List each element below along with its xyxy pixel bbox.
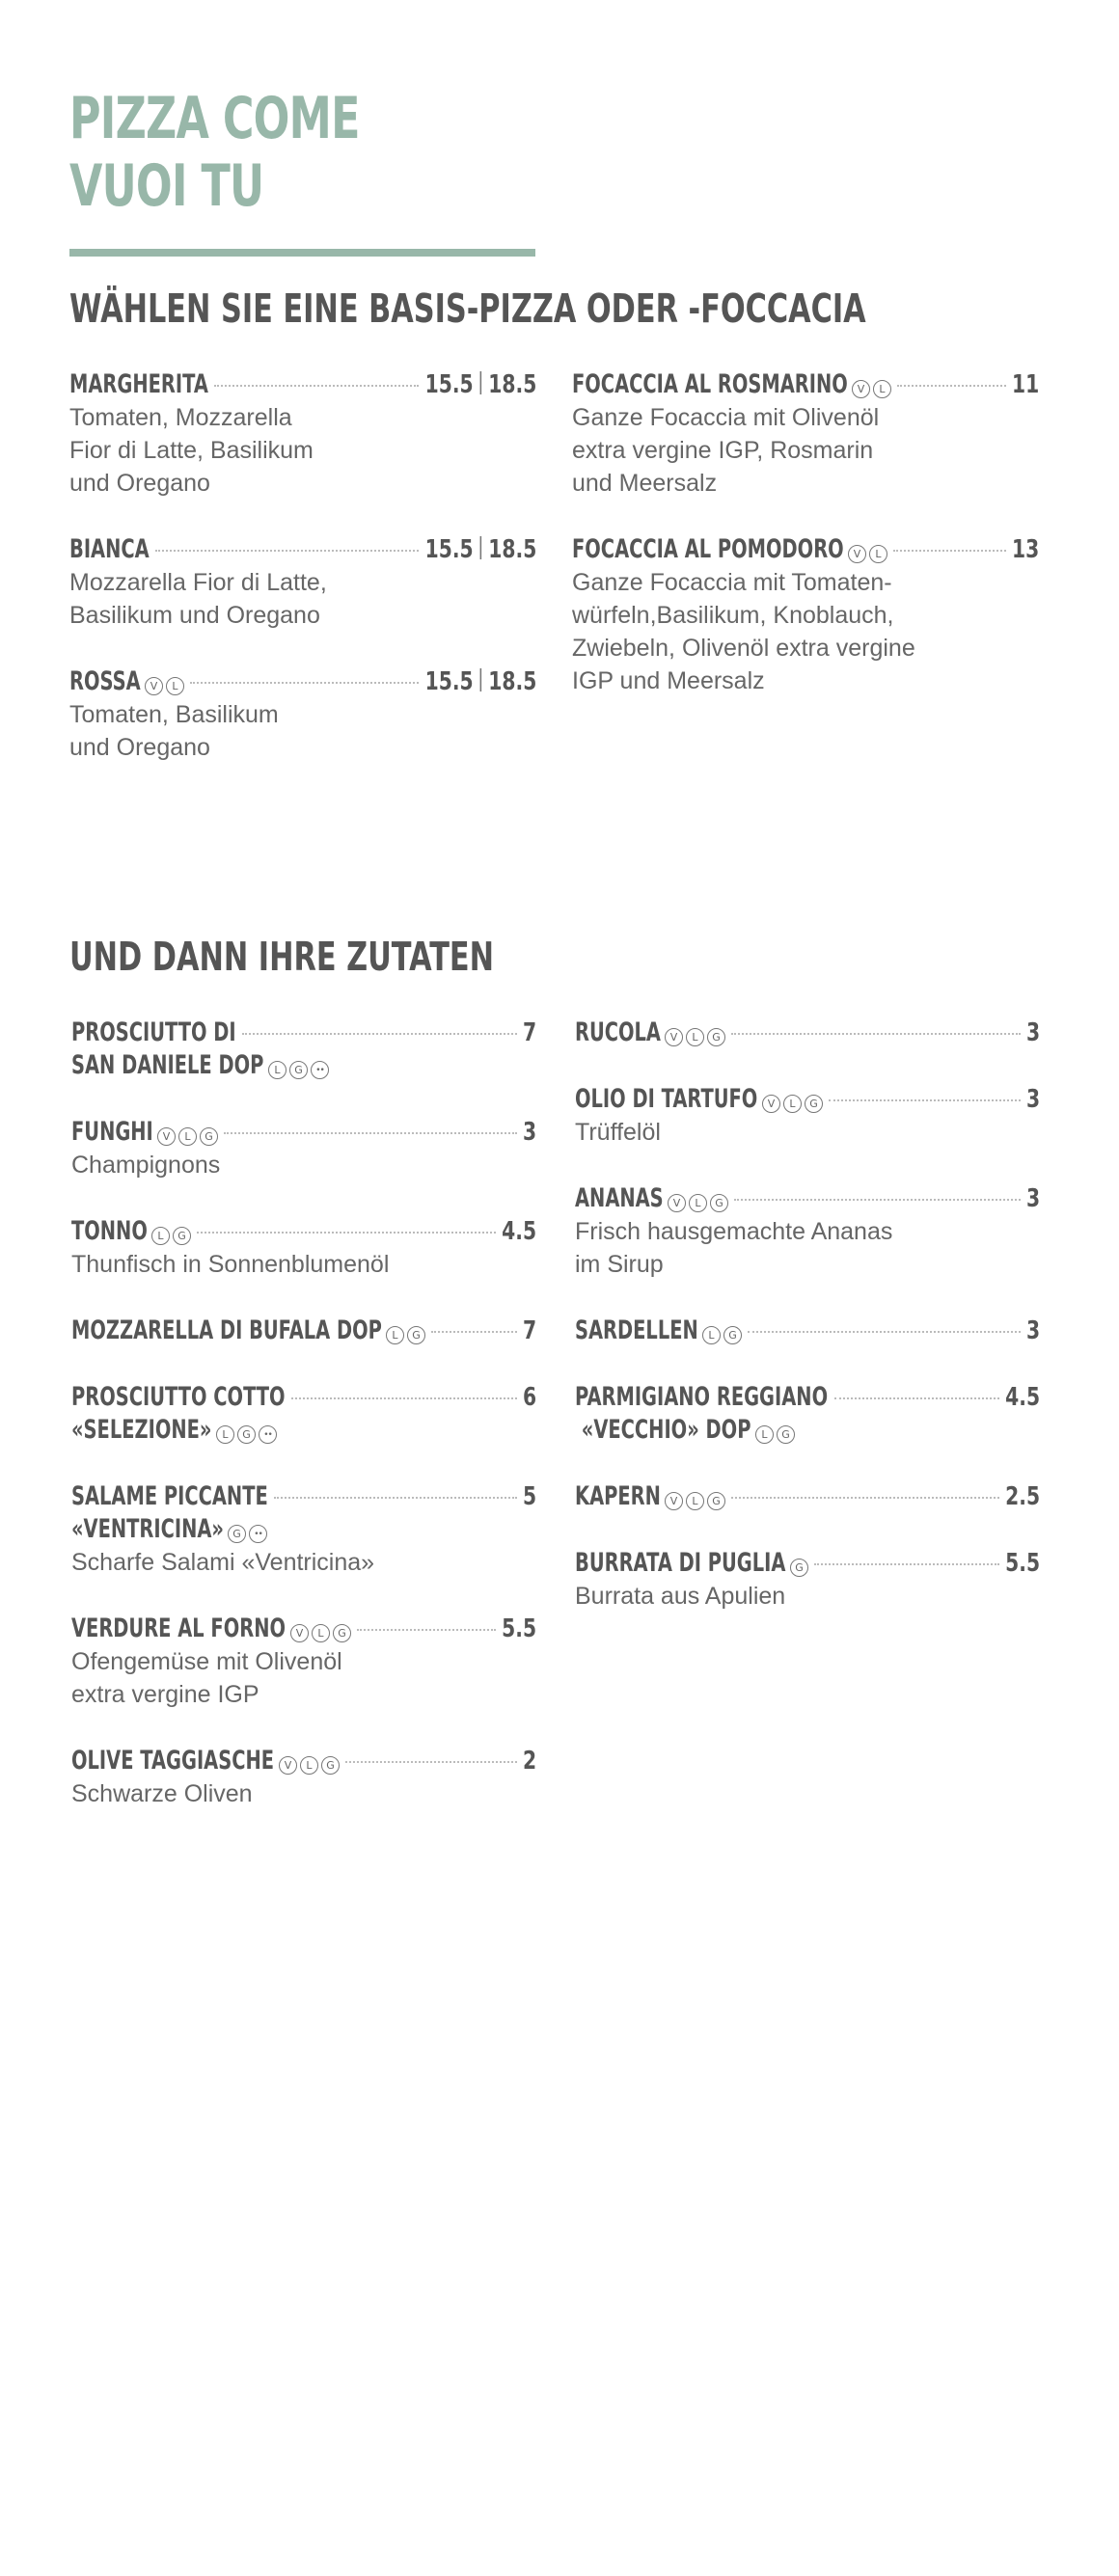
item-description: Ofengemüse mit Olivenöl extra vergine IGP — [71, 1648, 342, 1708]
menu-item — [69, 368, 536, 500]
item-name: ANANAS — [575, 1183, 664, 1213]
dot-leader — [748, 1331, 1021, 1333]
item-name-line-2: «VECCHIO» DOP — [575, 1415, 751, 1445]
lactose-free-icon: L — [869, 545, 887, 563]
menu-item — [69, 533, 536, 632]
diet-icons — [702, 1326, 742, 1344]
dot-leader — [224, 1132, 517, 1134]
item-price: 13 — [1011, 535, 1039, 564]
item-name: BURRATA DI PUGLIA — [575, 1548, 786, 1578]
item-price: 3 — [1025, 1316, 1040, 1345]
menu-item — [572, 533, 1039, 697]
vegan-icon: V — [157, 1127, 176, 1146]
item-name: PROSCIUTTO DI — [71, 1017, 236, 1047]
item-price: 7 — [522, 1316, 536, 1345]
menu-item — [575, 1017, 1040, 1049]
item-price: 6 — [522, 1383, 536, 1412]
lactose-free-icon: L — [783, 1095, 802, 1113]
dot-leader — [431, 1331, 517, 1333]
item-name: MARGHERITA — [69, 369, 208, 399]
menu-item — [575, 1182, 1040, 1281]
item-price: 5 — [522, 1482, 536, 1511]
dot-leader — [829, 1099, 1021, 1101]
vegan-icon: V — [762, 1095, 780, 1113]
dot-leader — [345, 1761, 517, 1763]
gluten-free-icon: G — [237, 1425, 256, 1444]
base-section-heading: WÄHLEN SIE EINE BASIS-PIZZA ODER -FOCCACIA — [69, 285, 866, 332]
menu-item — [69, 665, 536, 764]
gluten-free-icon: G — [321, 1756, 340, 1775]
diet-icons — [290, 1624, 351, 1642]
menu-item — [575, 1547, 1040, 1613]
item-name-line-2: SAN DANIELE DOP — [71, 1050, 264, 1080]
price-small: 15.5 — [424, 535, 474, 564]
price-large: 18.5 — [487, 667, 536, 696]
base-left-column — [69, 368, 536, 798]
vegan-icon: V — [665, 1028, 683, 1046]
vegan-icon: V — [290, 1624, 309, 1642]
item-price: 7 — [522, 1018, 536, 1047]
item-name: SARDELLEN — [575, 1315, 698, 1345]
dot-leader — [731, 1033, 1021, 1035]
dot-leader — [291, 1397, 517, 1399]
dot-leader — [357, 1629, 496, 1631]
item-name: MOZZARELLA DI BUFALA DOP — [71, 1315, 382, 1345]
lactose-free-icon: L — [312, 1624, 330, 1642]
price-separator — [479, 536, 481, 559]
lactose-free-icon: L — [151, 1227, 170, 1245]
lactose-free-icon: L — [686, 1492, 704, 1510]
diet-icons — [386, 1326, 425, 1344]
diet-icons — [157, 1127, 218, 1146]
dot-leader — [731, 1497, 999, 1499]
item-name-line-2: «SELEZIONE» — [71, 1415, 212, 1445]
vegan-icon: V — [852, 380, 870, 398]
gluten-free-icon: G — [710, 1194, 728, 1212]
dot-leader — [814, 1563, 999, 1565]
vegan-icon: V — [279, 1756, 297, 1775]
item-description: Thunfisch in Sonnenblumenöl — [71, 1251, 390, 1278]
lactose-free-icon: L — [689, 1194, 707, 1212]
item-price — [424, 368, 536, 401]
item-description: Ganze Focaccia mit Tomaten- würfeln,Basilikum, Knoblauch, Zwiebeln, Olivenöl extra vergine IGP und Meersalz — [572, 569, 915, 694]
title-line-2: VUOI TU — [69, 152, 264, 220]
dot-leader — [897, 385, 1006, 387]
diet-icons — [145, 677, 184, 695]
item-description: Tomaten, Mozzarella Fior di Latte, Basilikum und Oregano — [69, 404, 314, 497]
item-price — [424, 665, 536, 698]
vegan-icon: V — [665, 1492, 683, 1510]
diet-icons — [665, 1492, 725, 1510]
gluten-free-icon: G — [723, 1326, 742, 1344]
gluten-free-icon: G — [200, 1127, 218, 1146]
item-description: Scharfe Salami «Ventricina» — [71, 1549, 375, 1576]
item-description: Burrata aus Apulien — [575, 1583, 786, 1610]
pork-icon: •• — [259, 1425, 277, 1444]
item-price: 2 — [522, 1747, 536, 1776]
item-name: FOCACCIA AL POMODORO — [572, 534, 844, 564]
dot-leader — [734, 1199, 1021, 1201]
item-price: 5.5 — [502, 1614, 536, 1643]
toppings-section-heading: UND DANN IHRE ZUTATEN — [69, 934, 495, 980]
gluten-free-icon: G — [790, 1559, 808, 1577]
item-name: PARMIGIANO REGGIANO — [575, 1382, 829, 1412]
diet-icons — [279, 1756, 340, 1775]
diet-icons — [151, 1227, 191, 1245]
menu-item — [71, 1017, 536, 1082]
diet-icons — [755, 1425, 795, 1444]
pork-icon: •• — [311, 1061, 329, 1079]
menu-item — [575, 1480, 1040, 1513]
gluten-free-icon: G — [289, 1061, 308, 1079]
menu-item — [71, 1613, 536, 1711]
lactose-free-icon: L — [755, 1425, 774, 1444]
item-description: Schwarze Oliven — [71, 1780, 253, 1807]
item-description: Mozzarella Fior di Latte, Basilikum und Oregano — [69, 569, 327, 629]
item-name: VERDURE AL FORNO — [71, 1613, 287, 1643]
diet-icons — [762, 1095, 823, 1113]
menu-item — [575, 1315, 1040, 1347]
page-title — [69, 85, 360, 220]
item-price: 3 — [1025, 1085, 1040, 1114]
dot-leader — [197, 1232, 496, 1234]
item-name: RUCOLA — [575, 1017, 661, 1047]
base-right-column — [572, 368, 1039, 731]
dot-leader — [214, 385, 419, 387]
dot-leader — [274, 1497, 517, 1499]
vegan-icon: V — [145, 677, 163, 695]
menu-item — [575, 1381, 1040, 1447]
dot-leader — [893, 550, 1006, 552]
price-large: 18.5 — [487, 370, 536, 399]
item-price: 3 — [522, 1118, 536, 1147]
menu-item — [71, 1315, 536, 1347]
item-name: TONNO — [71, 1216, 148, 1246]
price-separator — [479, 371, 481, 394]
menu-item — [71, 1745, 536, 1810]
lactose-free-icon: L — [873, 380, 891, 398]
gluten-free-icon: G — [333, 1624, 351, 1642]
dot-leader — [190, 682, 419, 684]
dot-leader — [242, 1033, 517, 1035]
gluten-free-icon: G — [228, 1525, 246, 1543]
menu-item — [71, 1480, 536, 1579]
menu-item — [71, 1215, 536, 1281]
diet-icons — [790, 1559, 808, 1577]
lactose-free-icon: L — [300, 1756, 318, 1775]
item-price: 11 — [1011, 370, 1039, 399]
pork-icon: •• — [249, 1525, 267, 1543]
item-price: 5.5 — [1005, 1549, 1040, 1578]
diet-icons — [852, 380, 891, 398]
item-name: OLIO DI TARTUFO — [575, 1084, 758, 1114]
diet-icons — [668, 1194, 728, 1212]
toppings-left-column — [71, 1017, 536, 1844]
item-price — [424, 533, 536, 566]
item-price: 3 — [1025, 1184, 1040, 1213]
diet-icons — [228, 1525, 267, 1543]
item-name: KAPERN — [575, 1481, 661, 1511]
price-large: 18.5 — [487, 535, 536, 564]
item-name: OLIVE TAGGIASCHE — [71, 1746, 275, 1776]
price-small: 15.5 — [424, 370, 474, 399]
item-name: PROSCIUTTO COTTO — [71, 1382, 286, 1412]
item-name-line-2: «VENTRICINA» — [71, 1514, 224, 1544]
lactose-free-icon: L — [216, 1425, 234, 1444]
toppings-right-column — [575, 1017, 1040, 1646]
menu-item — [71, 1116, 536, 1181]
diet-icons — [268, 1061, 329, 1079]
menu-item — [572, 368, 1039, 500]
item-price: 3 — [1025, 1018, 1040, 1047]
diet-icons — [665, 1028, 725, 1046]
lactose-free-icon: L — [178, 1127, 197, 1146]
gluten-free-icon: G — [407, 1326, 425, 1344]
item-description: Frisch hausgemachte Ananas im Sirup — [575, 1218, 893, 1278]
gluten-free-icon: G — [173, 1227, 191, 1245]
item-name: FUNGHI — [71, 1117, 153, 1147]
title-line-1: PIZZA COME — [69, 85, 360, 152]
vegan-icon: V — [668, 1194, 686, 1212]
item-description: Tomaten, Basilikum und Oregano — [69, 701, 279, 761]
diet-icons — [216, 1425, 277, 1444]
lactose-free-icon: L — [268, 1061, 287, 1079]
diet-icons — [848, 545, 887, 563]
item-name: BIANCA — [69, 534, 150, 564]
price-separator — [479, 668, 481, 691]
item-description: Champignons — [71, 1152, 221, 1179]
item-price: 2.5 — [1005, 1482, 1040, 1511]
item-description: Trüffelöl — [575, 1119, 661, 1146]
lactose-free-icon: L — [702, 1326, 721, 1344]
dot-leader — [834, 1397, 999, 1399]
vegan-icon: V — [848, 545, 866, 563]
item-price: 4.5 — [502, 1217, 536, 1246]
menu-item — [575, 1083, 1040, 1149]
menu-item — [71, 1381, 536, 1447]
gluten-free-icon: G — [805, 1095, 823, 1113]
item-name: SALAME PICCANTE — [71, 1481, 268, 1511]
item-name: ROSSA — [69, 666, 141, 696]
gluten-free-icon: G — [707, 1028, 725, 1046]
dot-leader — [155, 550, 419, 552]
price-small: 15.5 — [424, 667, 474, 696]
title-divider — [69, 249, 535, 257]
item-name: FOCACCIA AL ROSMARINO — [572, 369, 848, 399]
lactose-free-icon: L — [386, 1326, 404, 1344]
lactose-free-icon: L — [166, 677, 184, 695]
lactose-free-icon: L — [686, 1028, 704, 1046]
item-price: 4.5 — [1005, 1383, 1040, 1412]
gluten-free-icon: G — [707, 1492, 725, 1510]
gluten-free-icon: G — [777, 1425, 795, 1444]
item-description: Ganze Focaccia mit Olivenöl extra vergine IGP, Rosmarin und Meersalz — [572, 404, 880, 497]
